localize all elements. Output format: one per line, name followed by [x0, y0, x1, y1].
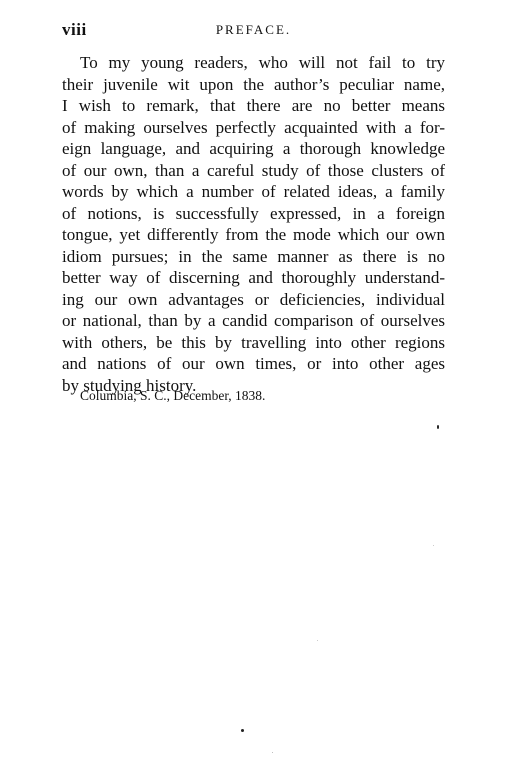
page-number: viii [62, 20, 87, 39]
running-head [62, 20, 445, 40]
text-line: with others, be this by travelling into other regions [62, 332, 445, 352]
text-line: To my young readers, who will not fail to try [80, 53, 445, 72]
text-line: I wish to remark, that there are no better means [62, 96, 445, 115]
text-line: by studying history. [62, 375, 197, 395]
ink-speck [241, 729, 244, 732]
ink-speck [317, 640, 318, 641]
text-line: their juvenile wit upon the author’s peculiar name, [62, 74, 445, 94]
text-line: better way of discerning and thoroughly understand- [62, 268, 445, 287]
ink-speck [433, 545, 434, 546]
text-line: or national, than by a candid comparison of ourselves [62, 311, 445, 330]
preface-paragraph [62, 52, 445, 396]
running-title: PREFACE. [215, 22, 292, 37]
text-line: eign language, and acquiring a thorough knowledge [62, 139, 445, 158]
text-line: tongue, yet differently from the mode which our own [62, 225, 445, 244]
ink-speck [272, 752, 273, 753]
text-line: of making ourselves perfectly acquainted with a for- [62, 117, 445, 137]
text-line: ing our own advantages or deficiencies, individual [62, 289, 445, 309]
text-line: words by which a number of related ideas, a family [62, 182, 445, 201]
dateline: Columbia, S. C., December, 1838. [80, 388, 266, 403]
text-line: and nations of our own times, or into other ages [62, 354, 445, 373]
text-line: of notions, is successfully expressed, in a foreign [62, 203, 445, 223]
text-line: idiom pursues; in the same manner as there is no [62, 246, 445, 266]
ink-speck [437, 425, 439, 429]
text-line: of our own, than a careful study of those clusters of [62, 160, 445, 180]
